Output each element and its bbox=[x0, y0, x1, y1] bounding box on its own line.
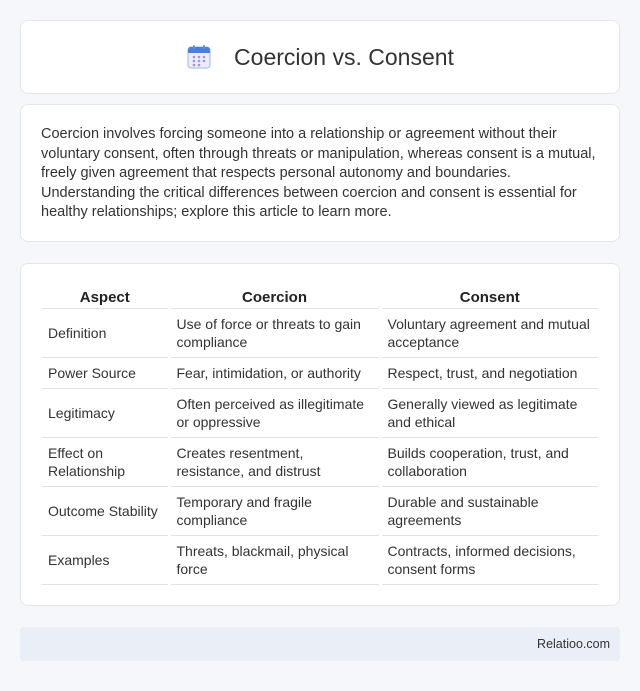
coercion-cell: Threats, blackmail, physical force bbox=[169, 535, 380, 584]
comparison-table bbox=[42, 284, 598, 585]
title-card bbox=[20, 20, 620, 94]
consent-cell: Voluntary agreement and mutual acceptance bbox=[380, 308, 598, 357]
comparison-card bbox=[20, 263, 620, 606]
consent-cell: Builds cooperation, trust, and collaboration bbox=[380, 437, 598, 486]
aspect-cell: Effect on Relationship bbox=[42, 437, 169, 486]
coercion-cell: Use of force or threats to gain compliance bbox=[169, 308, 380, 357]
title-wrap bbox=[186, 44, 454, 71]
table-row bbox=[42, 437, 598, 486]
header-aspect: Aspect bbox=[42, 284, 169, 308]
coercion-cell: Temporary and fragile compliance bbox=[169, 486, 380, 535]
intro-card bbox=[20, 104, 620, 242]
page-title: Coercion vs. Consent bbox=[234, 43, 454, 70]
consent-cell: Generally viewed as legitimate and ethical bbox=[380, 388, 598, 437]
coercion-cell: Creates resentment, resistance, and distrust bbox=[169, 437, 380, 486]
table-row bbox=[42, 486, 598, 535]
table-row bbox=[42, 308, 598, 357]
aspect-cell: Examples bbox=[42, 535, 169, 584]
table-header-row bbox=[42, 284, 598, 308]
aspect-cell: Legitimacy bbox=[42, 388, 169, 437]
aspect-cell: Power Source bbox=[42, 357, 169, 388]
coercion-cell: Fear, intimidation, or authority bbox=[169, 357, 380, 388]
footer-bar bbox=[20, 627, 620, 661]
consent-cell: Contracts, informed decisions, consent forms bbox=[380, 535, 598, 584]
aspect-cell: Outcome Stability bbox=[42, 486, 169, 535]
consent-cell: Respect, trust, and negotiation bbox=[380, 357, 598, 388]
header-coercion: Coercion bbox=[169, 284, 380, 308]
aspect-cell: Definition bbox=[42, 308, 169, 357]
footer-site-name: Relatioo.com bbox=[537, 637, 610, 651]
header-consent: Consent bbox=[380, 284, 598, 308]
coercion-cell: Often perceived as illegitimate or oppressive bbox=[169, 388, 380, 437]
table-row bbox=[42, 357, 598, 388]
consent-cell: Durable and sustainable agreements bbox=[380, 486, 598, 535]
table-row bbox=[42, 388, 598, 437]
table-row bbox=[42, 535, 598, 584]
calendar-icon bbox=[186, 44, 212, 70]
intro-paragraph: Coercion involves forcing someone into a relationship or agreement without their voluntary consent, often through threats or manipulation, whereas consent is a mutual, freely given agreement that respects personal autonomy and boundaries. Understanding the critical differences between coercion and consent is essential for healthy relationships; explore this article to learn more. bbox=[41, 126, 596, 220]
